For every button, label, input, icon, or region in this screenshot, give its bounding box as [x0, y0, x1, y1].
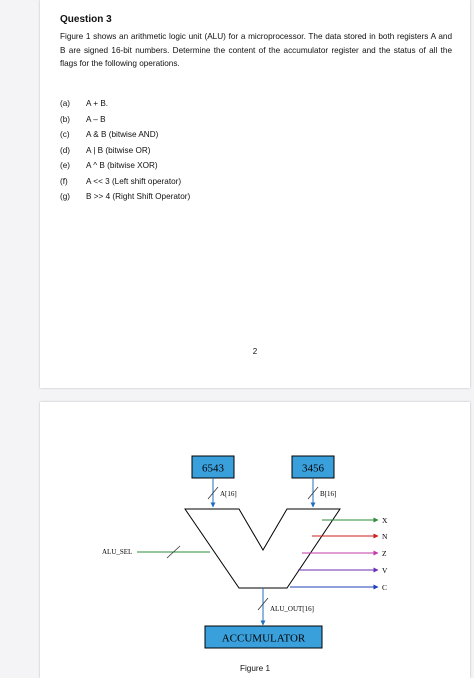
operation-text: A + B. [86, 99, 109, 108]
operation-label: (f) [60, 176, 68, 186]
operation-item [60, 189, 440, 205]
operation-text: A – B [86, 114, 106, 124]
flag-c-label: C [382, 583, 388, 592]
alu-sel-label: ALU_SEL [102, 548, 133, 556]
question-body: Figure 1 shows an arithmetic logic unit (ALU) for a microprocessor. The data stored in both registers A and B are signed 16-bit numbers. Determine the content of the accumulator register and the status of all the flags for the following operations. [60, 32, 452, 68]
figure-caption: Figure 1 [239, 664, 271, 673]
alu-out-label: ALU_OUT[16] [270, 605, 314, 613]
operation-item [60, 143, 440, 159]
operation-item [60, 158, 440, 174]
operation-text: A & B (bitwise AND) [86, 130, 159, 139]
operation-text: A ^ B (bitwise XOR) [86, 161, 158, 170]
accumulator-label: ACCUMULATOR [221, 632, 306, 645]
operations-list [60, 96, 440, 205]
register-a-value: 6543 [202, 462, 224, 475]
bus-a-label: A[16] [220, 490, 237, 498]
operation-label: (e) [60, 161, 71, 170]
question-title: Question 3 [60, 14, 112, 25]
operation-text: A | B (bitwise OR) [86, 145, 151, 155]
operation-item [60, 174, 440, 190]
operation-label: (c) [60, 130, 70, 139]
alu-body [185, 509, 340, 588]
register-b-value: 3456 [302, 462, 324, 475]
flag-v-label: V [382, 566, 388, 575]
operation-text: A << 3 (Left shift operator) [86, 176, 182, 186]
operation-item [60, 112, 440, 128]
operation-label: (d) [60, 145, 71, 155]
operation-label: (a) [60, 99, 71, 108]
operation-item [60, 127, 440, 143]
alu-diagram [40, 402, 470, 678]
page-number: 2 [252, 347, 258, 356]
operation-label: (g) [60, 192, 71, 201]
bus-b-label: B[16] [320, 490, 337, 498]
operation-text: B >> 4 (Right Shift Operator) [86, 192, 191, 201]
operation-label: (b) [60, 114, 71, 124]
flag-n-label: N [382, 532, 388, 541]
flag-z-label: Z [382, 549, 387, 558]
document-page-2 [40, 402, 470, 678]
document-page-1 [40, 0, 470, 388]
operation-item [60, 96, 440, 112]
flag-x-label: X [382, 516, 388, 525]
